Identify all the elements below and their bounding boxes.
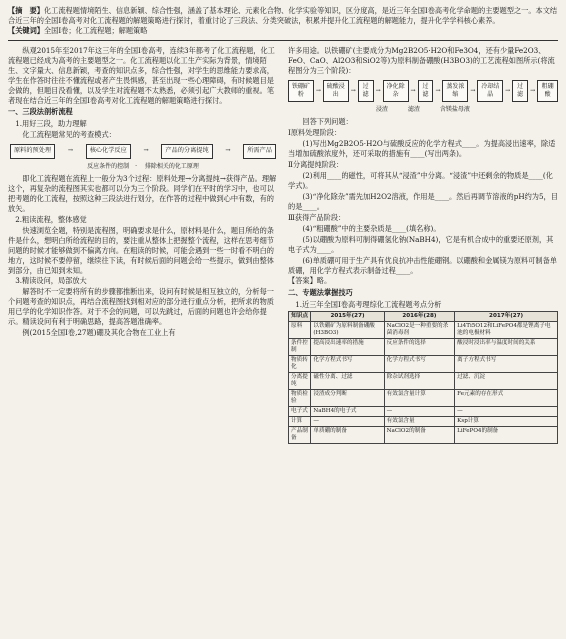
table-header-cell: 2016年(28) [384,312,455,322]
table-header-cell: 2015年(27) [311,312,384,322]
keywords-label: 【关键词】 [8,25,44,35]
flow-step: 硫酸浸出 [323,80,349,103]
table-cell: — [455,407,558,417]
table-caption: 1.近三年全国Ⅰ卷高考理综化工流程题考点分析 [295,300,442,310]
flow-box-core: 核心化学反应 [86,144,131,159]
question-4: (4)“粗硼酸”中的主要杂质是____(填名称)。 [302,223,441,233]
table-row [289,427,558,444]
table-cell: 提高浸出速率的措施 [311,339,384,356]
abstract [8,6,558,26]
table-cell: 以铁硼矿为原料制备硼酸(H3BO3) [311,322,384,339]
table-header-row [289,312,558,322]
arrow-icon: → [143,147,149,155]
table-row [289,322,558,339]
flow-box-separation: 产品的分离提纯 [161,144,212,159]
table-row [289,390,558,407]
table-cell: 过滤、沉淀 [455,373,558,390]
exam-points-table [288,311,558,444]
flow-step: 冷却结晶 [477,80,503,103]
arrow-icon: → [410,86,416,94]
answer-line: 【答案】略。 [288,276,332,286]
paragraph-rough-reading: 快速浏览全题，特别是流程图，明确要求是什么，原材料是什么，题目所给的条件是什么，想明白所给流程的目的，要注重从整体上把握整个流程，这样在思考细节问题的时候才能够做到不偏离方向。在粗读的时候，可能会遇到一些一时看不明白的地方，这时候不要停留，继续往下读，有时候后面的问题会给一些提示，做到由整体到部分，由已知到未知。 [8,225,274,275]
table-cell: 产品制备 [289,427,311,444]
keywords-text: 全国Ⅰ卷；化工流程题；解题策略 [43,25,148,35]
intro-paragraph: 纵观2015年至2017年这三年的全国Ⅰ卷高考，连续3年都考了化工流程题，化工流程题已经成为高考的主要题型之一。化工流程题以化工生产实际为背景，情境陌生、文字量大、信息新颖，考查的知识点多，综合性强，对学生的思维能力要求高，学生在作答时往往不懂流程或者产生畏惧感，甚至出现一些心理障碍，有时候题目是会做的，但题目没看懂，以及学生对流程题不太熟悉，必须引起广大教师的重视。笔者现在结合近三年的全国Ⅰ卷高考对化工流程题的解题策略进行探讨。 [8,45,275,105]
table-cell: 物质检验 [289,390,311,407]
arrow-icon: → [470,86,476,94]
arrow-icon: → [67,147,73,155]
arrow-icon: → [375,86,381,94]
table-cell: 条件控制 [289,339,311,356]
general-flow-diagram [10,144,276,159]
table-cell: 原料 [289,322,311,339]
table-cell: 除杂试剂选择 [384,373,455,390]
subheading-2: 2.粗读流程，整体感觉 [15,214,87,224]
table-row [289,407,558,417]
questions-intro: 回答下列问题： [302,117,353,127]
example-intro: 例(2015全国Ⅰ卷,27题)硼及其化合物在工业上有 [22,328,176,338]
table-cell: 计算 [289,417,311,427]
left-column [8,46,278,631]
stage-3-label: Ⅲ获得产品阶段： [288,212,346,222]
arrow-icon: → [225,147,231,155]
abstract-block [8,6,558,41]
flow-box-raw: 原料的预处理 [10,144,55,159]
table-row [289,373,558,390]
table-cell: Ksp计算 [455,417,558,427]
flow-step: 净化除杂 [383,80,409,103]
table-cell: 单质硼的制备 [311,427,384,444]
subheading-3: 3.精读设问，局部放大 [15,276,87,286]
section-heading-1: 一、三段法剖析流程 [8,107,73,117]
question-3: (3)“净化除杂”需先加H2O2溶液，作用是____。然后再调节溶液的pH约为5，目的是____。 [288,191,558,211]
table-cell: 有效氯含量 [384,417,455,427]
flow-step: 粗硼酸 [537,80,558,103]
table-row [289,356,558,373]
flow-annotations: 反应条件的控制 · 排除相关的化工原理 [87,162,199,170]
boric-acid-flow-diagram [288,80,558,103]
body-columns [8,46,558,631]
flow-step: 铁硼矿粉 [288,80,314,103]
table-cell: 化学方程式书写 [384,356,455,373]
question-6: (6)单质硼可用于生产具有优良抗冲击性能硼钢。以硼酸和金属镁为原料可制备单质硼，用化学方程式表示制备过程____。 [288,255,557,275]
table-cell: NaClO2是一种重要的杀菌消毒剂 [384,322,455,339]
table-cell: 酸浸时浸出率与温度时间的关系 [455,339,558,356]
table-cell: 磁性分离、过滤 [311,373,384,390]
table-header-cell: 知识点 [289,312,311,322]
table-cell: LiFePO4的制备 [455,427,558,444]
table-cell: — [384,407,455,417]
arrow-icon: → [530,86,536,94]
flow-step: 过滤 [358,80,374,103]
stage-2-label: Ⅱ分离提纯阶段： [288,160,344,170]
arrow-icon: → [315,86,321,94]
question-2: (2)利用____的磁性，可将其从“浸渣”中分离。“浸渣”中还剩余的物质是____(化学式)。 [288,171,553,191]
abstract-text: 化工流程题情境陌生、信息新颖、综合性强，涵盖了基本理论、元素化合物、化学实验等知识，区分度高，是近三年全国Ⅰ卷高考化学命题的主要题型之一。本文结合近三年的全国Ⅰ卷高考对化工流程题的解题策略进行探讨，着重讨论了三段法、分类突破法，积累并提升化工流程题的解题能力，提升化学学科核心素养。 [8,6,558,25]
paragraph-three-stage: 即化工流程题在流程上一般分为3个过程：原料处理→分离提纯→获得产品。理解这个，再复杂的流程图其实也都可以分为三个阶段。同学们在平时的学习中，也可以把考题的化工流程，按照这种三段法进行划分，在作答的过程中做到心中有数，有的放矢。 [8,174,277,213]
table-cell: 反应条件的选择 [384,339,455,356]
subheading-1: 1.用好三段，助力理解 [15,119,87,129]
table-cell: Fe元素的存在形式 [455,390,558,407]
flow-step: 蒸发浓缩 [442,80,468,103]
table-header-cell: 2017年(27) [455,312,558,322]
table-cell: Li4Ti5O12和LiFePO4都是锂离子电池的电极材料 [455,322,558,339]
table-row [289,417,558,427]
abstract-label: 【摘 要】 [8,6,44,15]
keywords [8,26,558,36]
stage-1-label: Ⅰ原料处理阶段： [288,128,342,138]
flow-note-1: 反应条件的控制 [87,162,130,170]
flow-byproducts [288,106,558,114]
table-cell: NaClO2的制备 [384,427,455,444]
byproduct-label: 含镁盐母液 [439,106,470,114]
table-cell: 有效氯含量计算 [384,390,455,407]
table-cell: 物质转化 [289,356,311,373]
section-heading-2: 二、专题法掌握技巧 [288,288,353,298]
arrow-icon: → [435,86,441,94]
arrow-icon: → [505,86,511,94]
mode-text: 化工流程题常见的考查模式： [22,130,116,140]
example-continued: 许多用途。以铁硼矿(主要成分为Mg2B2O5·H2O和Fe3O4，还有少量Fe2O3、FeO、CaO、Al2O3和SiO2等)为原料制备硼酸(H3BO3)的工艺流程如图所示(将流程图分为三个阶段)： [288,45,555,75]
table-cell: 离子方程式书写 [455,356,558,373]
byproduct-label: 浸渣 [376,106,389,114]
table-cell: 分离提纯 [289,373,311,390]
arrow-icon: → [350,86,356,94]
flow-box-product: 所需产品 [243,144,276,159]
byproduct-label: 滤渣 [407,106,420,114]
table-body [289,322,558,444]
flow-note-2: 排除相关的化工原理 [144,162,199,170]
table-cell: 电子式 [289,407,311,417]
paragraph-fine-reading: 解答时不一定要将所有的步骤都推断出来，设问有时候是相互独立的，分析每一个问题考查的知识点，再结合流程图找到相对应的部分进行重点分析，把所求的物质用已学的化学知识作答。对于不会的问题，可以先跳过，后面的问题也许会给你提示。精读设问有利于明确思路，提高答题准确率。 [8,287,274,327]
flow-step: 过滤 [418,80,434,103]
question-1: (1)写出Mg2B2O5·H2O与硫酸反应的化学方程式____。为提高浸出速率，除适当增加硫酸浓度外，还可采取的措施有____(写出两条)。 [288,139,556,159]
table-cell: 化学方程式书写 [311,356,384,373]
question-5: (5)以硼酸为原料可制得硼氢化钠(NaBH4)，它是有机合成中的重要还原剂，其电子式为____。 [288,234,554,254]
flow-step: 过滤 [512,80,528,103]
right-column [288,46,558,631]
table-cell: 浸渣成分判断 [311,390,384,407]
table-cell: NaBH4的电子式 [311,407,384,417]
table-row [289,339,558,356]
table-cell: — [311,417,384,427]
